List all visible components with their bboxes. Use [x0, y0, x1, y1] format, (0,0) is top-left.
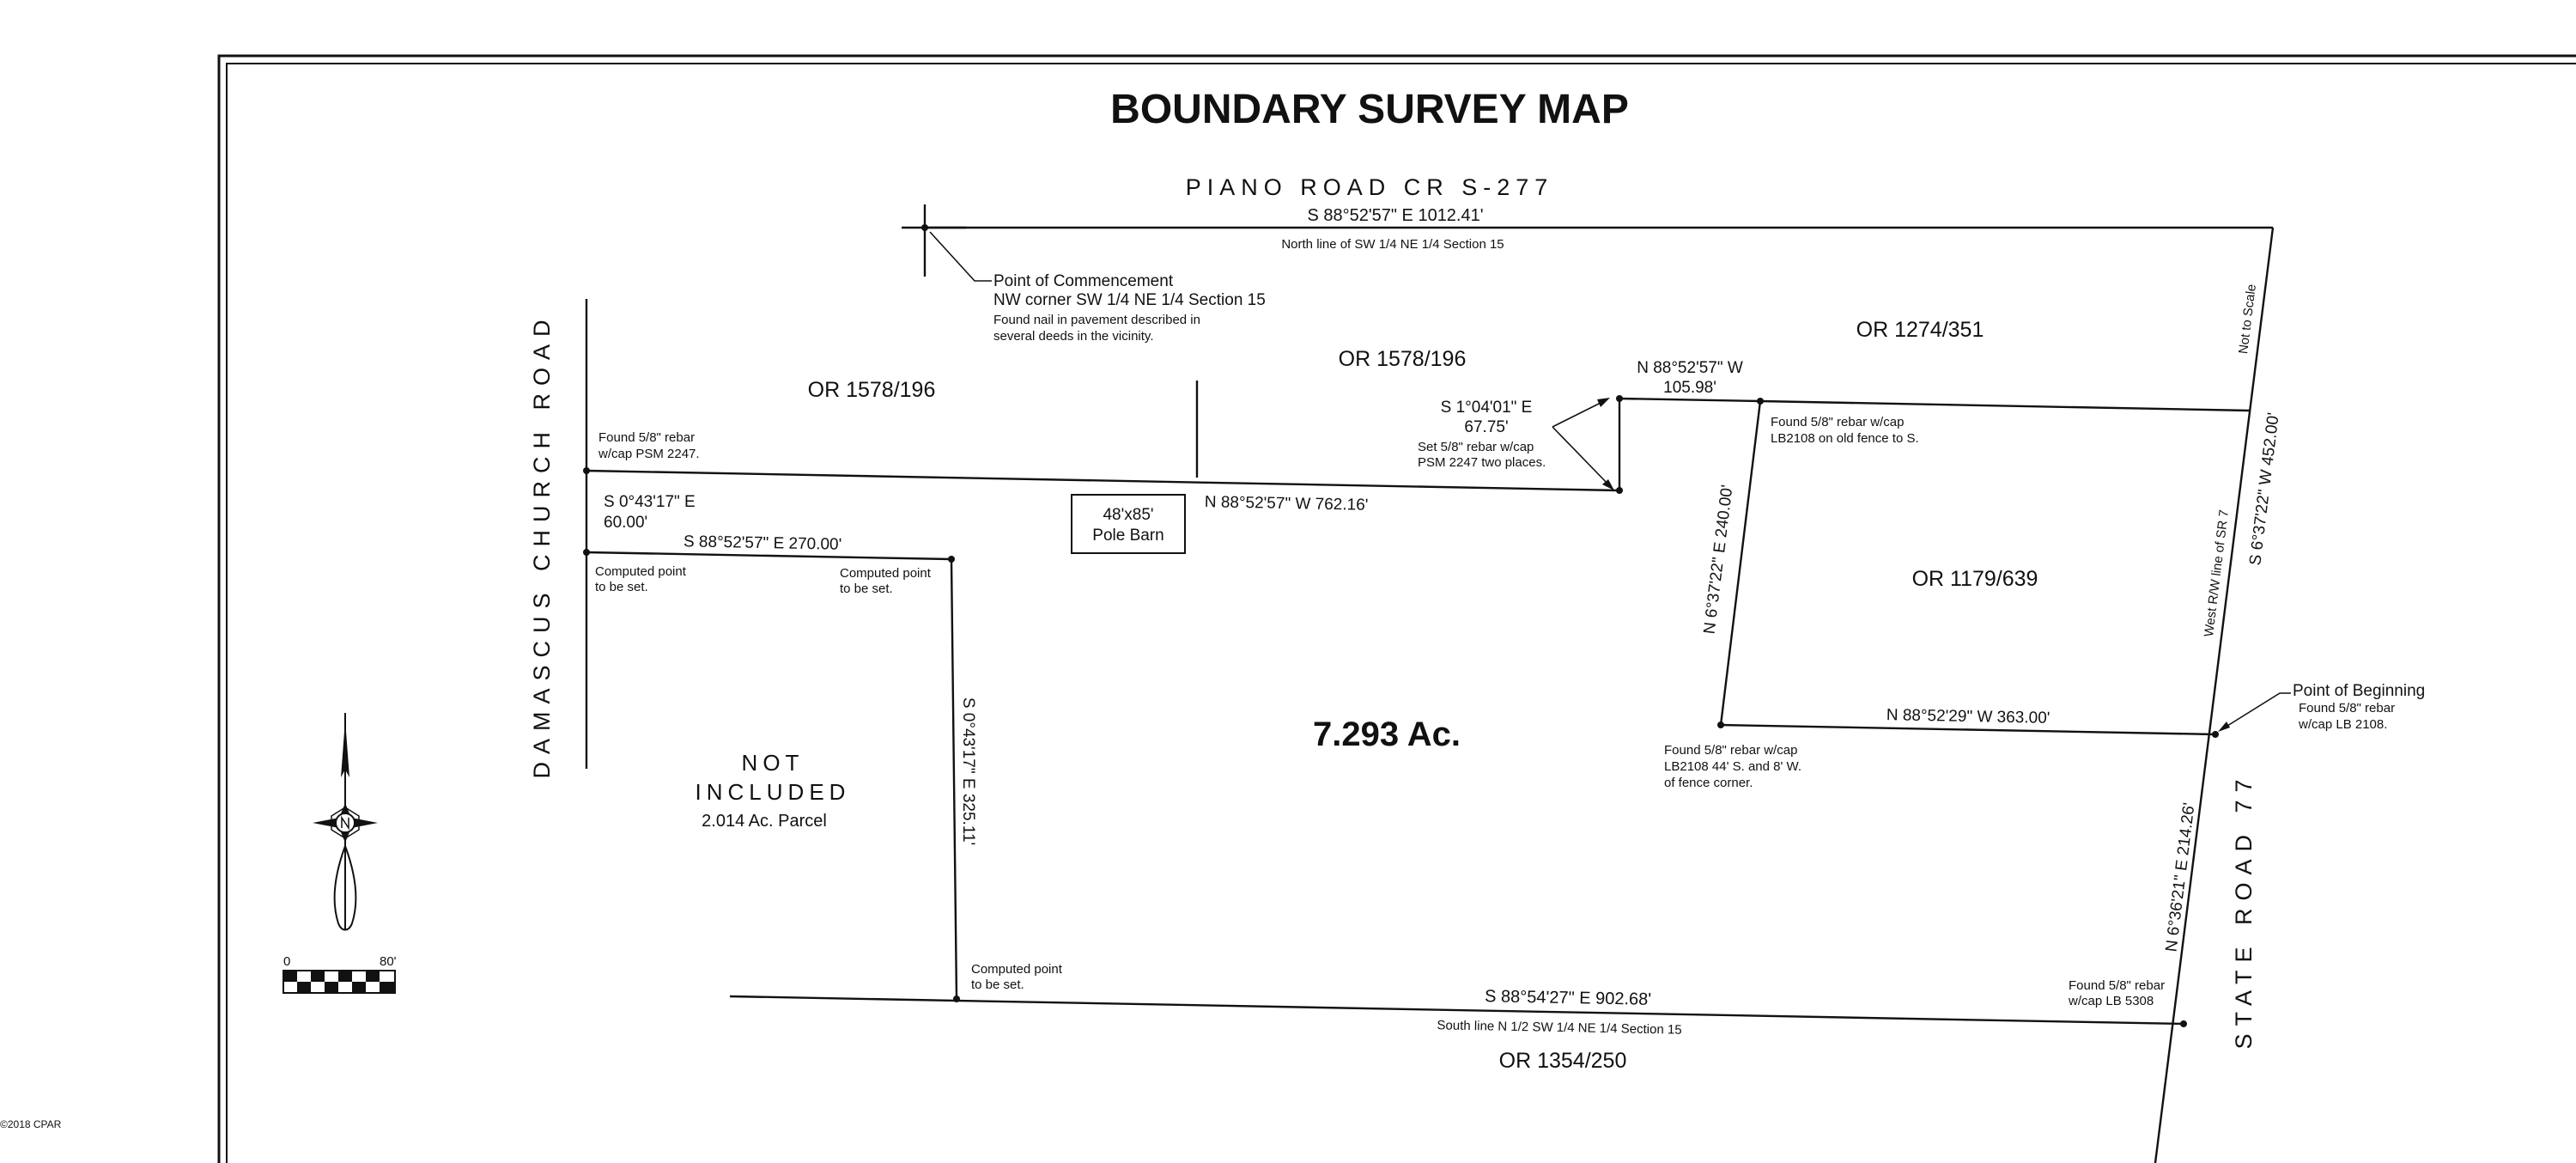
lb5308-note-2: w/cap LB 5308 [2069, 994, 2154, 1008]
pob-point [2212, 731, 2219, 738]
set-rebar-note-1: Set 5/8" rebar w/cap [1418, 440, 1534, 454]
computed-south-point [953, 996, 960, 1002]
pob-note-1: Point of Beginning [2293, 682, 2426, 700]
not-included-line2: INCLUDED [695, 779, 851, 805]
computed-west-point [583, 549, 590, 556]
computed-west-note-1: Computed point [595, 564, 686, 579]
acreage-label: 7.293 Ac. [1313, 715, 1461, 753]
bearing-south-line: S 88°54'27" E 902.68' [1484, 987, 1652, 1009]
poc-note-3: Found nail in pavement described in [993, 313, 1200, 327]
east-excluded-line [951, 559, 957, 999]
not-included-area: 2.014 Ac. Parcel [702, 812, 827, 831]
pole-barn-size: 48'x85' [1103, 506, 1154, 524]
road-west-label: DAMASCUS CHURCH ROAD [529, 312, 555, 779]
fence-corner-note-3: of fence corner. [1664, 776, 1753, 790]
set-rebar-note-2: PSM 2247 two places. [1418, 455, 1546, 470]
fence-corner-note-2: LB2108 44' S. and 8' W. [1664, 759, 1802, 774]
west-row-label: West R/W line of SR 7 [2202, 508, 2233, 638]
computed-mid-note-2: to be set. [840, 582, 893, 596]
bearing-s1-b: 67.75' [1464, 418, 1509, 436]
pob-leader [2221, 693, 2291, 730]
s1-leader-down [1552, 427, 1610, 486]
north-line-label: North line of SW 1/4 NE 1/4 Section 15 [1281, 237, 1504, 252]
computed-mid-point [948, 556, 955, 563]
bearing-n105-b: 105.98' [1663, 379, 1716, 397]
computed-mid-note-1: Computed point [840, 566, 931, 581]
fence-north-note-2: LB2108 on old fence to S. [1771, 431, 1919, 446]
south-line-label: South line N 1/2 SW 1/4 NE 1/4 Section 15 [1437, 1018, 1682, 1038]
n105-line [1619, 399, 1760, 401]
north-interior-line [586, 471, 1619, 490]
pob-note-3: w/cap LB 2108. [2299, 717, 2388, 732]
bearing-n6-240: N 6°37'22" E 240.00' [1700, 484, 1737, 636]
bearing-n105-a: N 88°52'57" W [1637, 359, 1743, 377]
poc-point [921, 224, 928, 231]
rebar-west-note-2: w/cap PSM 2247. [598, 447, 700, 461]
poc-note-4: several deeds in the vicinity. [993, 329, 1154, 344]
bearing-n88-363: N 88°52'29" W 363.00' [1886, 706, 2050, 728]
bearing-s1-a: S 1°04'01" E [1440, 399, 1533, 417]
not-to-scale-label: Not to Scale [2236, 283, 2259, 356]
computed-south-note-2: to be set. [971, 977, 1024, 992]
bearing-west-60-a: S 0°43'17" E [604, 493, 696, 511]
bearing-north-interior: N 88°52'57" W 762.16' [1204, 493, 1369, 515]
fence-north-note-1: Found 5/8" rebar w/cap [1771, 415, 1905, 429]
or1274-south-line [1760, 401, 2250, 411]
bearing-north-line: S 88°52'57" E 1012.41' [1307, 206, 1484, 225]
bearing-west-60-b: 60.00' [604, 514, 648, 532]
set-rebar-point-2 [1616, 395, 1623, 402]
lb5308-note-1: Found 5/8" rebar [2069, 978, 2166, 993]
poc-leader [930, 232, 992, 281]
bearing-s6-452: S 6°37'22" W 452.00' [2246, 411, 2283, 567]
computed-west-note-2: to be set. [595, 580, 648, 594]
top-270-line [586, 552, 951, 559]
copyright-mark: ©2018 CPAR [0, 1118, 62, 1130]
map-title: BOUNDARY SURVEY MAP [1110, 87, 1629, 132]
s1-leader-up [1552, 400, 1606, 427]
n88-363-line [1721, 725, 2215, 734]
bearing-n6-214: N 6°36'21" E 214.26' [2162, 801, 2199, 953]
scale-end-label: 80' [380, 954, 397, 969]
bearing-east-excluded: S 0°43'17" E 325.11' [959, 697, 977, 846]
pole-barn-label: Pole Barn [1092, 527, 1164, 545]
pob-arrow [2218, 722, 2230, 732]
set-rebar-point-1 [1616, 487, 1623, 494]
fence-corner-note-1: Found 5/8" rebar w/cap [1664, 743, 1798, 758]
road-east-label: STATE ROAD 77 [2231, 771, 2257, 1050]
leader-arrows [1597, 398, 2233, 732]
rebar-west-point [583, 467, 590, 474]
parcel-or-1354-250: OR 1354/250 [1498, 1049, 1627, 1073]
pob-note-2: Found 5/8" rebar [2299, 701, 2396, 715]
rebar-west-note-1: Found 5/8" rebar [598, 430, 696, 445]
poc-note-1: Point of Commencement [993, 272, 1174, 290]
poc-note-2: NW corner SW 1/4 NE 1/4 Section 15 [993, 291, 1266, 309]
scale-bar [283, 971, 395, 993]
monuments [583, 224, 2219, 1027]
north-arrow-icon [313, 713, 378, 930]
road-north-label: PIANO ROAD CR S-277 [1185, 174, 1554, 200]
lb5308-point [2180, 1020, 2187, 1027]
parcel-or-1578-196-west: OR 1578/196 [807, 378, 936, 402]
scale-start-label: 0 [283, 954, 291, 969]
not-included-line1: NOT [741, 750, 805, 776]
parcel-or-1179-639: OR 1179/639 [1911, 567, 2038, 591]
parcel-or-1274-351: OR 1274/351 [1856, 318, 1984, 342]
computed-south-note-1: Computed point [971, 962, 1062, 977]
fence-corner-point [1717, 722, 1724, 728]
s1-arrow-up [1597, 398, 1610, 407]
parcel-or-1578-196-center: OR 1578/196 [1338, 347, 1467, 371]
bearing-top-270: S 88°52'57" E 270.00' [683, 533, 842, 554]
fence-north-point [1757, 398, 1764, 405]
